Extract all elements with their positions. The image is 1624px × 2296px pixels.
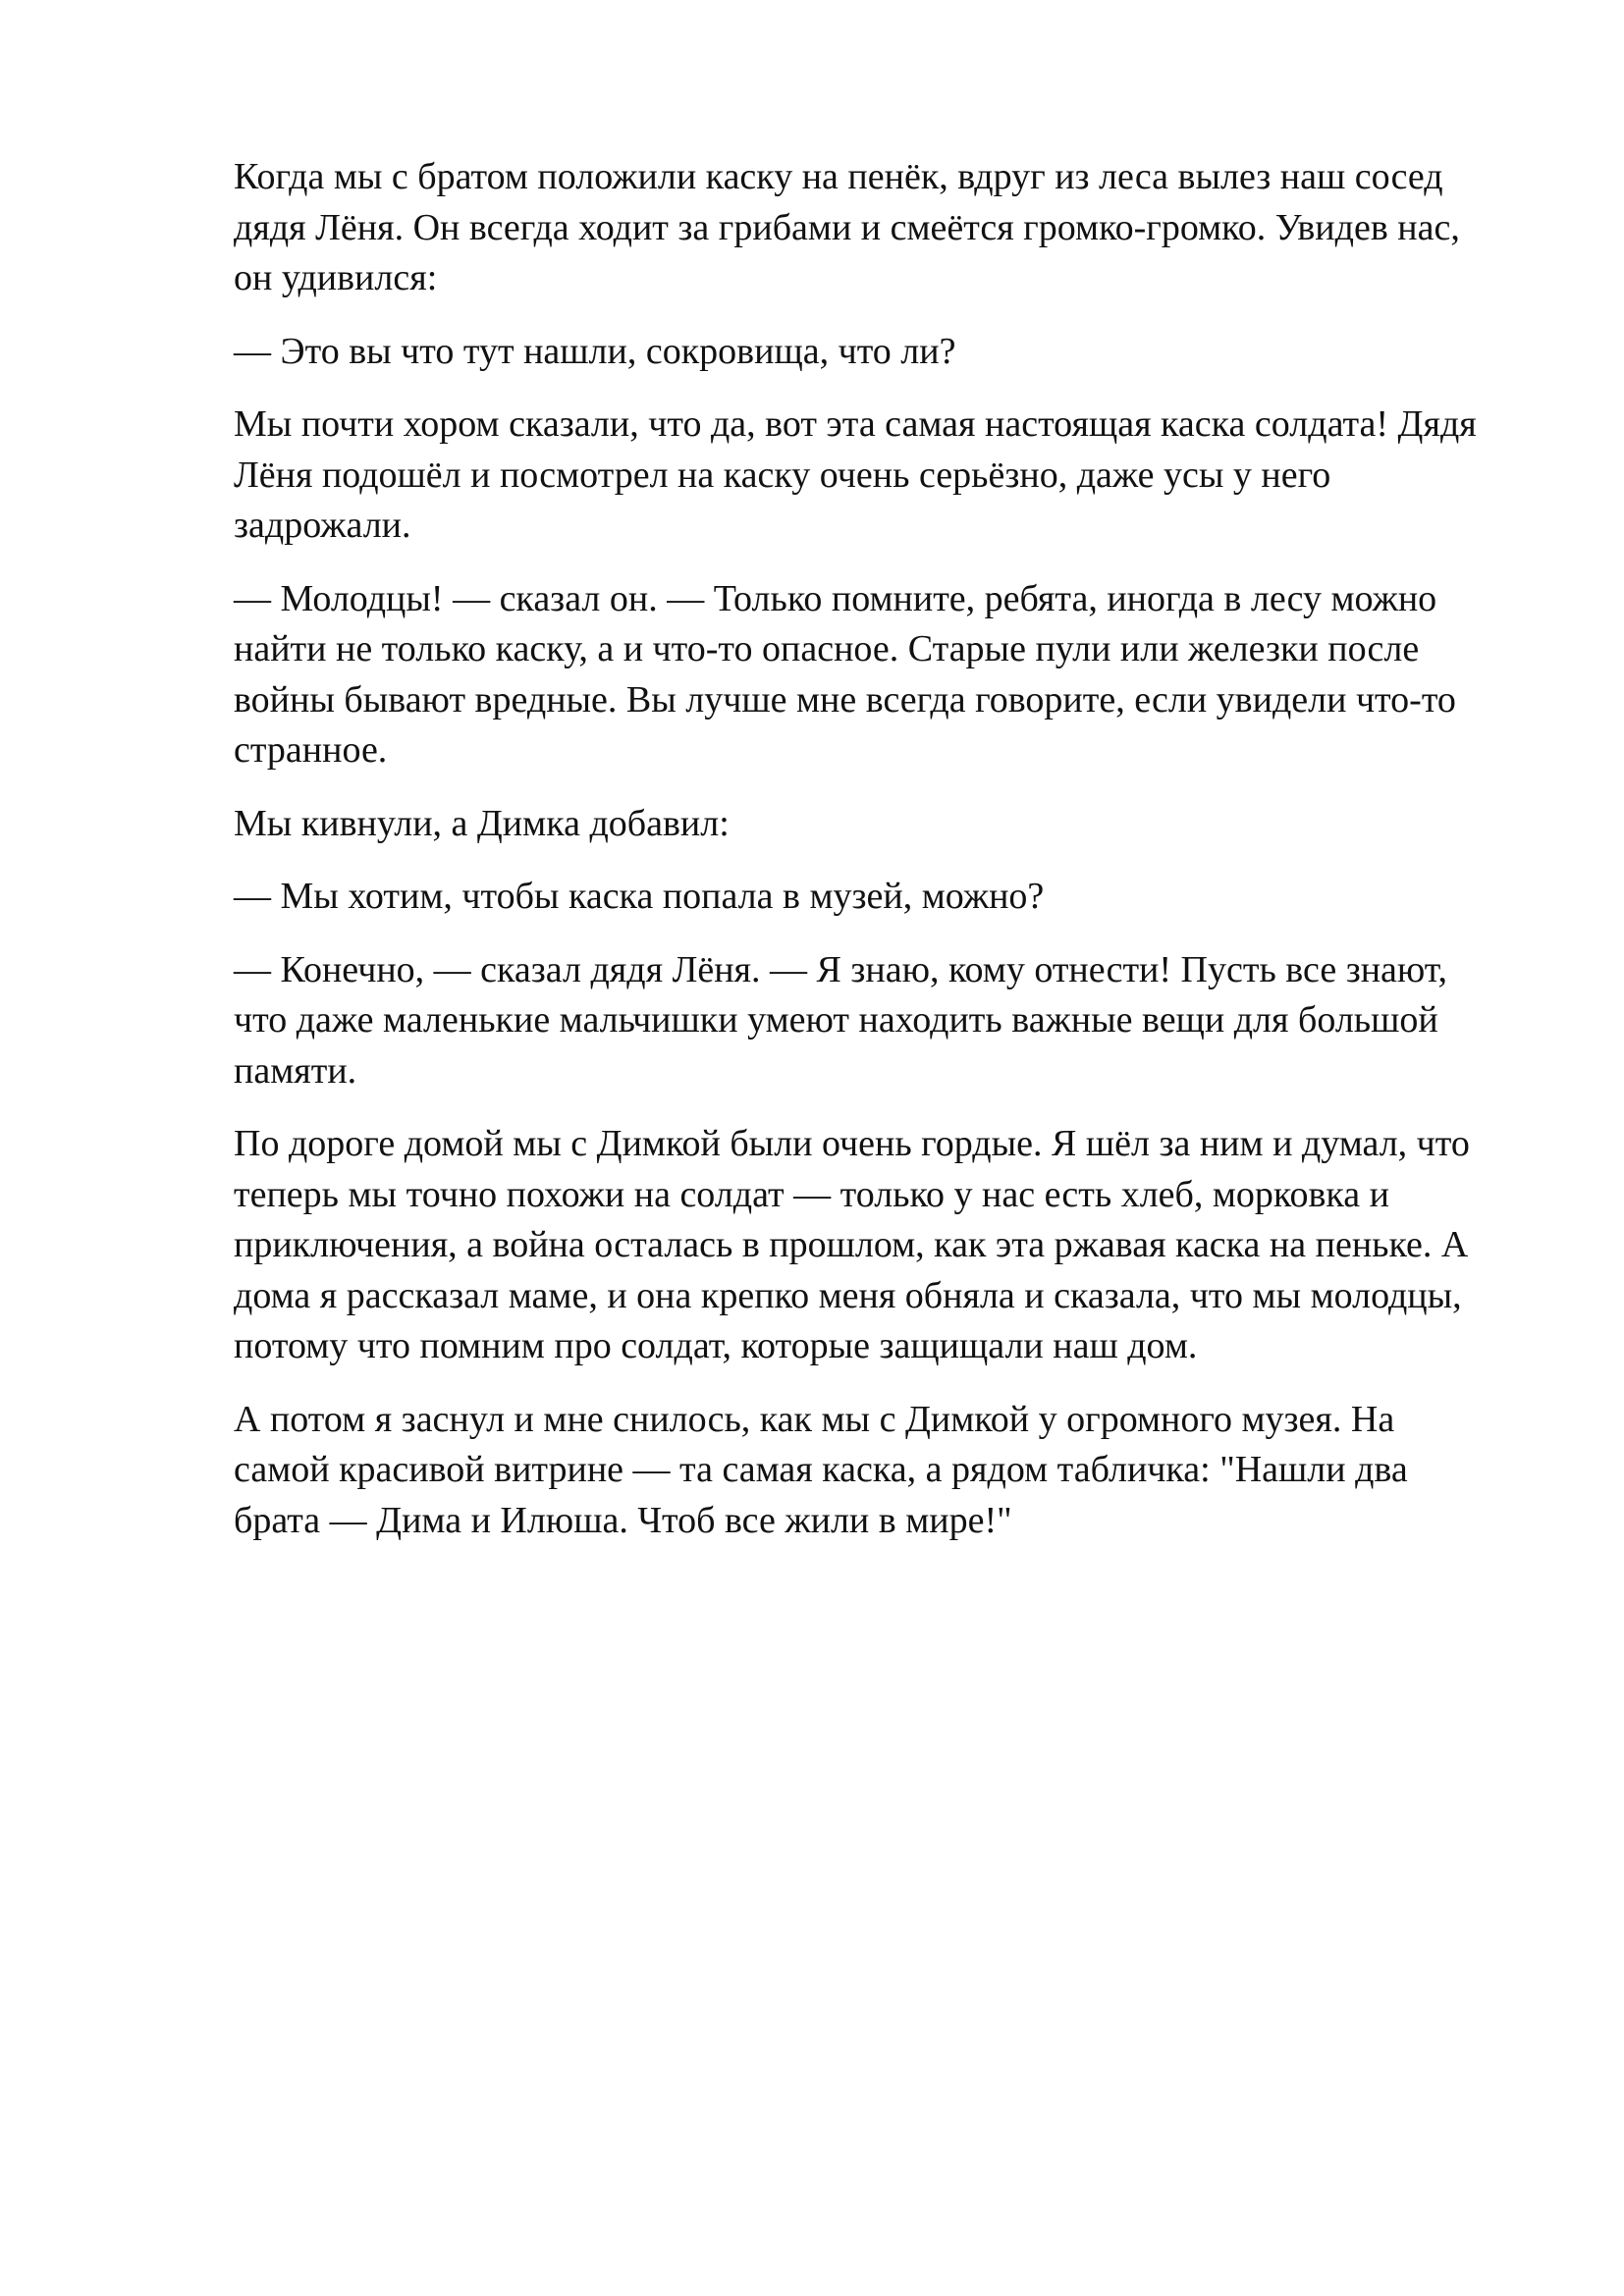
story-text — [234, 152, 1526, 1569]
paragraph-9: А потом я заснул и мне снилось, как мы с Димкой у огромного музея. На самой красивой витрине — та самая каска, а рядом табличка: "Нашли два брата — Дима и Илюша. Чтоб все жили в мире!" — [234, 1398, 1408, 1541]
paragraph-7: — Конечно, — сказал дядя Лёня. — Я знаю, кому отнести! Пусть все знают, что даже маленькие мальчишки умеют находить важные вещи для большой памяти. — [234, 948, 1448, 1092]
paragraph-1: Когда мы с братом положили каску на пенёк, вдруг из леса вылез наш сосед дядя Лёня. Он всегда ходит за грибами и смеётся громко-громко. Увидев нас, он удивился: — [234, 156, 1460, 298]
paragraph-4: — Молодцы! — сказал он. — Только помните, ребята, иногда в лесу можно найти не только каску, а и что-то опасное. Старые пули или железки после войны бывают вредные. Вы лучше мне всегда говорите, если увидели что-то странное. — [234, 577, 1456, 771]
paragraph-3: Мы почти хором сказали, что да, вот эта самая настоящая каска солдата! Дядя Лёня подошёл и посмотрел на каску очень серьёзно, даже усы у него задрожали. — [234, 403, 1477, 546]
paragraph-2: — Это вы что тут нашли, сокровища, что ли? — [234, 330, 956, 372]
paragraph-8: По дороге домой мы с Димкой были очень гордые. Я шёл за ним и думал, что теперь мы точно похожи на солдат — только у нас есть хлеб, морковка и приключения, а война осталась в прошлом, как эта ржавая каска на пеньке. А дома я рассказал маме, и она крепко меня обняла и сказала, что мы молодцы, потому что помним про солдат, которые защищали наш дом. — [234, 1123, 1470, 1366]
paragraph-5: Мы кивнули, а Димка добавил: — [234, 802, 730, 844]
paragraph-6: — Мы хотим, чтобы каска попала в музей, можно? — [234, 876, 1045, 917]
